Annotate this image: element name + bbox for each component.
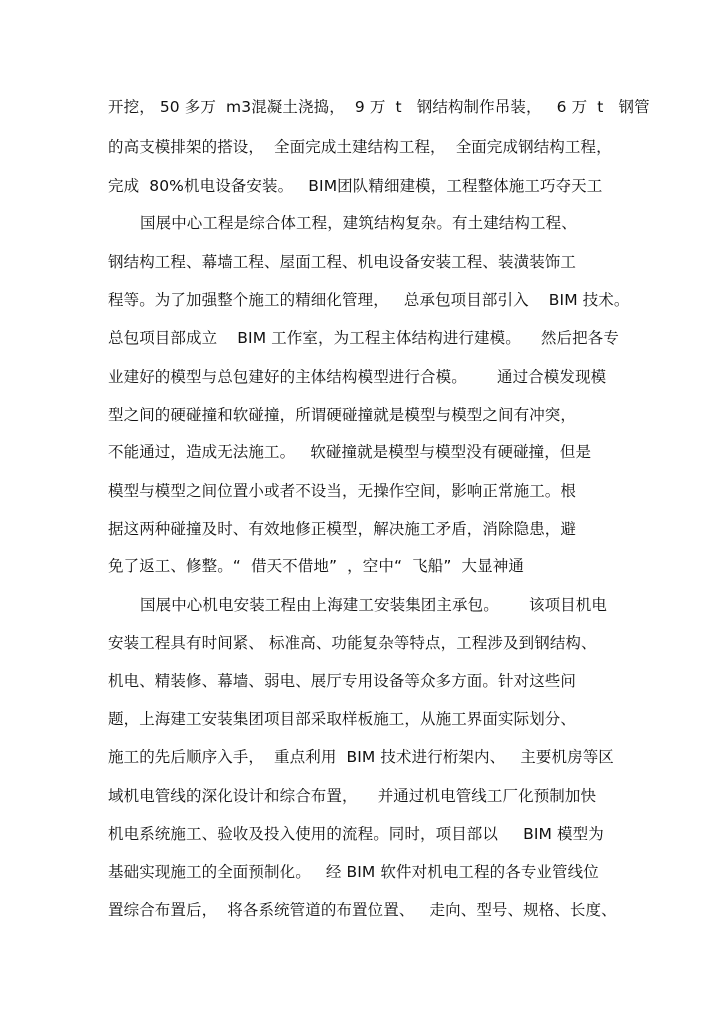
text-line-18: 施工的先后顺序入手， 重点利用 BIM 技术进行桁架内、 主要机房等区 bbox=[108, 748, 614, 766]
text-line-7: 总包项目部成立 BIM 工作室，为工程主体结构进行建模。 然后把各专 bbox=[108, 329, 619, 347]
text-line-20: 机电系统施工、验收及投入使用的流程。同时，项目部以 BIM 模型为 bbox=[108, 825, 604, 843]
text-line-17: 题，上海建工安装集团项目部采取样板施工，从施工界面实际划分、 bbox=[108, 710, 577, 728]
text-line-19: 域机电管线的深化设计和综合布置， 并通过机电管线工厂化预制加快 bbox=[108, 787, 597, 805]
text-line-3: 完成 80%机电设备安装。 BIM团队精细建模，工程整体施工巧夺天工 bbox=[108, 177, 603, 195]
text-line-9: 型之间的硬碰撞和软碰撞，所谓硬碰撞就是模型与模型之间有冲突， bbox=[108, 406, 577, 424]
text-line-13: 免了返工、修整。“ 借天不借地” ，空中“ 飞船” 大显神通 bbox=[108, 557, 524, 575]
text-line-6: 程等。为了加强整个施工的精细化管理， 总承包项目部引入 BIM 技术。 bbox=[108, 291, 630, 309]
text-line-12: 据这两种碰撞及时、有效地修正模型，解决施工矛盾，消除隐患，避 bbox=[108, 520, 577, 538]
text-line-5: 钢结构工程、幕墙工程、屋面工程、机电设备安装工程、装潢装饰工 bbox=[108, 253, 577, 271]
text-line-8: 业建好的模型与总包建好的主体结构模型进行合模。 通过合模发现模 bbox=[108, 368, 607, 386]
text-line-15: 安装工程具有时间紧、 标准高、功能复杂等特点，工程涉及到钢结构、 bbox=[108, 634, 597, 652]
text-line-1: 开挖， 50 多万 m3混凝土浇捣， 9 万 t 钢结构制作吊装， 6 万 t 钢管 bbox=[108, 98, 650, 116]
text-line-21: 基础实现施工的全面预制化。 经 BIM 软件对机电工程的各专业管线位 bbox=[108, 863, 599, 881]
text-line-11: 模型与模型之间位置小或者不设当，无操作空间，影响正常施工。根 bbox=[108, 482, 577, 500]
text-line-22: 置综合布置后， 将各系统管道的布置位置、 走向、型号、规格、长度、 bbox=[108, 901, 617, 919]
paragraph-2-line-1: 国展中心工程是综合体工程，建筑结构复杂。有土建结构工程、 bbox=[140, 214, 577, 232]
paragraph-3-line-1: 国展中心机电安装工程由上海建工安装集团主承包。 该项目机电 bbox=[140, 596, 607, 614]
text-line-2: 的高支模排架的搭设， 全面完成土建结构工程， 全面完成钢结构工程， bbox=[108, 138, 612, 156]
text-line-10: 不能通过，造成无法施工。 软碰撞就是模型与模型没有硬碰撞，但是 bbox=[108, 443, 592, 461]
text-line-16: 机电、精装修、幕墙、弱电、展厅专用设备等众多方面。针对这些问 bbox=[108, 672, 577, 690]
